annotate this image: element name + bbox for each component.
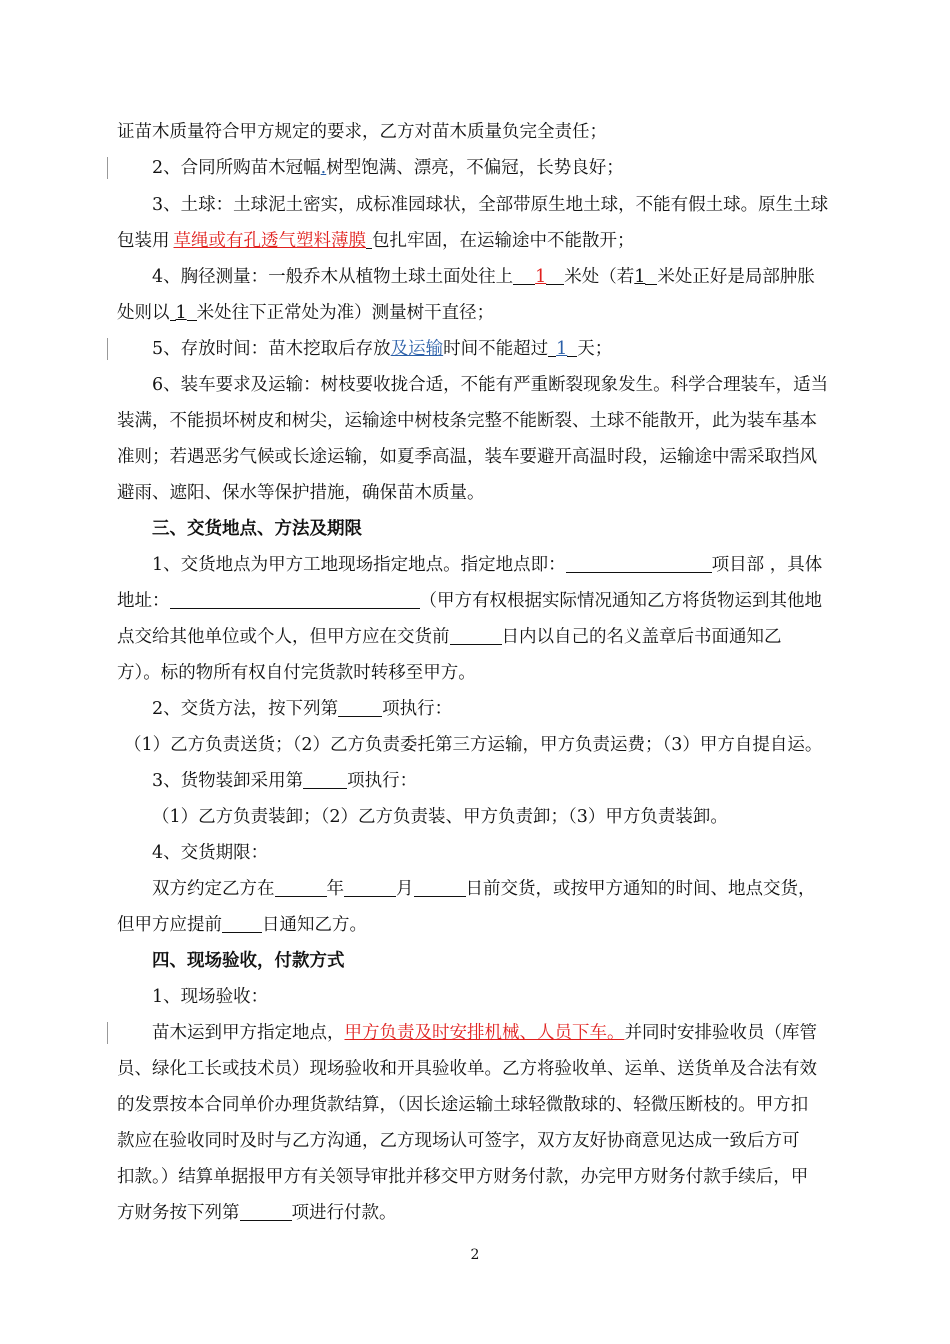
revision-insert: 1 — [535, 267, 547, 287]
text: 员、绿化工长或技术员）现场验收和开具验收单。乙方将验收单、运单、送货单及合法有效 — [117, 1059, 817, 1079]
text: 日内以自己的名义盖章后书面通知乙 — [501, 627, 782, 647]
text: 款应在验收同时及时与乙方沟通，乙方现场认可签字，双方友好协商意见达成一致后方可 — [117, 1131, 800, 1151]
text: 双方约定乙方在 — [152, 879, 275, 899]
text: 3、土球：土球泥土密实，成标准园球状，全部带原生地土球，不能有假土球。原生土球 — [152, 195, 829, 215]
text: 方财务按下列第 — [117, 1203, 240, 1223]
text: 3、货物装卸采用第 — [152, 771, 304, 791]
text: 项目部 ，具体 — [711, 555, 823, 575]
underline-blank — [170, 588, 420, 609]
text: 方）。标的物所有权自付完货款时转移至甲方。 — [117, 663, 476, 683]
paragraph-line — [117, 1056, 817, 1082]
text: 日前交货，或按甲方通知的时间、地点交货， — [465, 879, 816, 899]
text: 5、存放时间：苗木挖取后存放 — [152, 339, 391, 359]
underline-blank — [240, 1200, 292, 1221]
paragraph-line — [117, 588, 822, 614]
paragraph-line — [152, 876, 816, 902]
text: 项执行： — [382, 699, 453, 719]
revision-marker — [107, 157, 108, 179]
text: 装满，不能损坏树皮和树尖，运输途中树枝条完整不能断裂、土球不能散开，此为装车基本 — [117, 411, 817, 431]
revision-marker — [107, 338, 108, 360]
revision-insert: 甲方负责及时安排机械、人员下车。 — [344, 1023, 625, 1043]
paragraph-line — [117, 408, 817, 434]
paragraph-line — [117, 119, 607, 145]
text: 天； — [577, 339, 613, 359]
underline-blank — [222, 912, 262, 933]
underline-blank — [567, 336, 577, 357]
section-heading — [152, 948, 345, 974]
underline-blank — [450, 624, 502, 645]
paragraph-line — [117, 480, 485, 506]
text: 1、现场验收： — [152, 987, 269, 1007]
underline-blank — [645, 264, 657, 285]
paragraph-line — [117, 624, 782, 650]
underline-blank — [566, 552, 712, 573]
paragraph-line — [152, 984, 268, 1010]
text: 6、装车要求及运输：树枝要收拢合适，不能有严重断裂现象发生。科学合理装车，适当 — [152, 375, 829, 395]
paragraph-line — [152, 1020, 817, 1046]
filled-blank: 1 — [634, 267, 646, 287]
heading-text: 四、现场验收，付款方式 — [152, 951, 345, 971]
text: 树型饱满、漂亮，不偏冠，长势良好； — [326, 158, 624, 178]
underline-blank — [275, 876, 327, 897]
text: 的发票按本合同单价办理货款结算，（因长途运输土球轻微散球的、轻微压断枝的。甲方扣 — [117, 1095, 809, 1115]
paragraph-line — [124, 732, 822, 758]
text: 扣款。）结算单据报甲方有关领导审批并移交甲方财务付款，办完甲方财务付款手续后，甲 — [117, 1167, 809, 1187]
text: 日通知乙方。 — [262, 915, 367, 935]
paragraph-line — [152, 804, 728, 830]
text: 包扎牢固，在运输途中不能散开； — [372, 231, 635, 251]
underline-blank — [344, 876, 396, 897]
paragraph-line — [152, 192, 828, 218]
paragraph-line — [117, 1092, 808, 1118]
filled-blank: 1 — [556, 339, 568, 359]
paragraph-line — [117, 1128, 800, 1154]
paragraph-line — [117, 444, 817, 470]
paragraph-line — [152, 696, 452, 722]
text: 4、胸径测量：一般乔木从植物土球土面处往上 — [152, 267, 514, 287]
text: 月 — [396, 879, 414, 899]
text: 避雨、遮阳、保水等保护措施，确保苗木质量。 — [117, 483, 485, 503]
revision-insert: 草绳或有孔透气塑料薄膜 — [173, 231, 366, 251]
paragraph-line — [117, 912, 367, 938]
text: 包装用 — [117, 231, 170, 251]
text: 米处（若 — [564, 267, 635, 287]
section-heading — [152, 516, 362, 542]
underline-blank — [414, 876, 466, 897]
filled-blank: 1 — [175, 303, 187, 323]
revision-insert: . — [320, 158, 327, 178]
underline-blank — [548, 336, 556, 357]
paragraph-line — [117, 300, 494, 326]
text: 处则以 — [117, 303, 170, 323]
paragraph-line — [117, 660, 476, 686]
text: 点交给其他单位或个人，但甲方应在交货前 — [117, 627, 450, 647]
text: 米处往下正常处为准）测量树干直径； — [196, 303, 495, 323]
text: 并同时安排验收员（库管 — [624, 1023, 817, 1043]
page-number: 2 — [470, 1247, 480, 1263]
text: 项执行： — [347, 771, 418, 791]
paragraph-line — [117, 1164, 808, 1190]
paragraph-line — [152, 336, 612, 362]
text: 苗木运到甲方指定地点， — [152, 1023, 345, 1043]
text: 2、合同所购苗木冠幅 — [152, 158, 321, 178]
text: 米处正好是局部肿胀 — [657, 267, 815, 287]
paragraph-line — [152, 768, 417, 794]
paragraph-line — [117, 228, 635, 254]
text: 但甲方应提前 — [117, 915, 222, 935]
text: 2、交货方法，按下列第 — [152, 699, 339, 719]
text: 准则；若遇恶劣气候或长途运输，如夏季高温，装车要避开高温时段，运输途中需采取挡风 — [117, 447, 817, 467]
text: （甲方有权根据实际情况通知乙方将货物运到其他地 — [419, 591, 822, 611]
text: 4、交货期限： — [152, 843, 269, 863]
text: （1）乙方负责送货；（2）乙方负责委托第三方运输，甲方负责运费；（3）甲方自提自运。 — [124, 735, 823, 755]
underline-blank — [303, 768, 347, 789]
paragraph-line — [117, 1200, 397, 1226]
text: 地址： — [117, 591, 170, 611]
paragraph-line — [152, 552, 822, 578]
underline-blank — [513, 264, 535, 285]
paragraph-line — [152, 372, 828, 398]
revision-insert: 及运输 — [390, 339, 444, 359]
paragraph-line — [152, 155, 624, 181]
revision-marker — [107, 1022, 108, 1044]
paragraph-line — [152, 264, 815, 290]
text: 1、交货地点为甲方工地现场指定地点。指定地点即： — [152, 555, 566, 575]
text: 时间不能超过 — [443, 339, 549, 359]
underline-blank — [338, 696, 382, 717]
underline-blank — [187, 300, 197, 321]
underline-blank — [546, 264, 564, 285]
text: 项进行付款。 — [291, 1203, 397, 1223]
paragraph-line — [152, 840, 268, 866]
heading-text: 三、交货地点、方法及期限 — [152, 519, 362, 539]
text: 年 — [326, 879, 344, 899]
text: 证苗木质量符合甲方规定的要求，乙方对苗木质量负完全责任； — [117, 122, 607, 142]
text: （1）乙方负责装卸；（2）乙方负责装、甲方负责卸；（3）甲方负责装卸。 — [152, 807, 728, 827]
